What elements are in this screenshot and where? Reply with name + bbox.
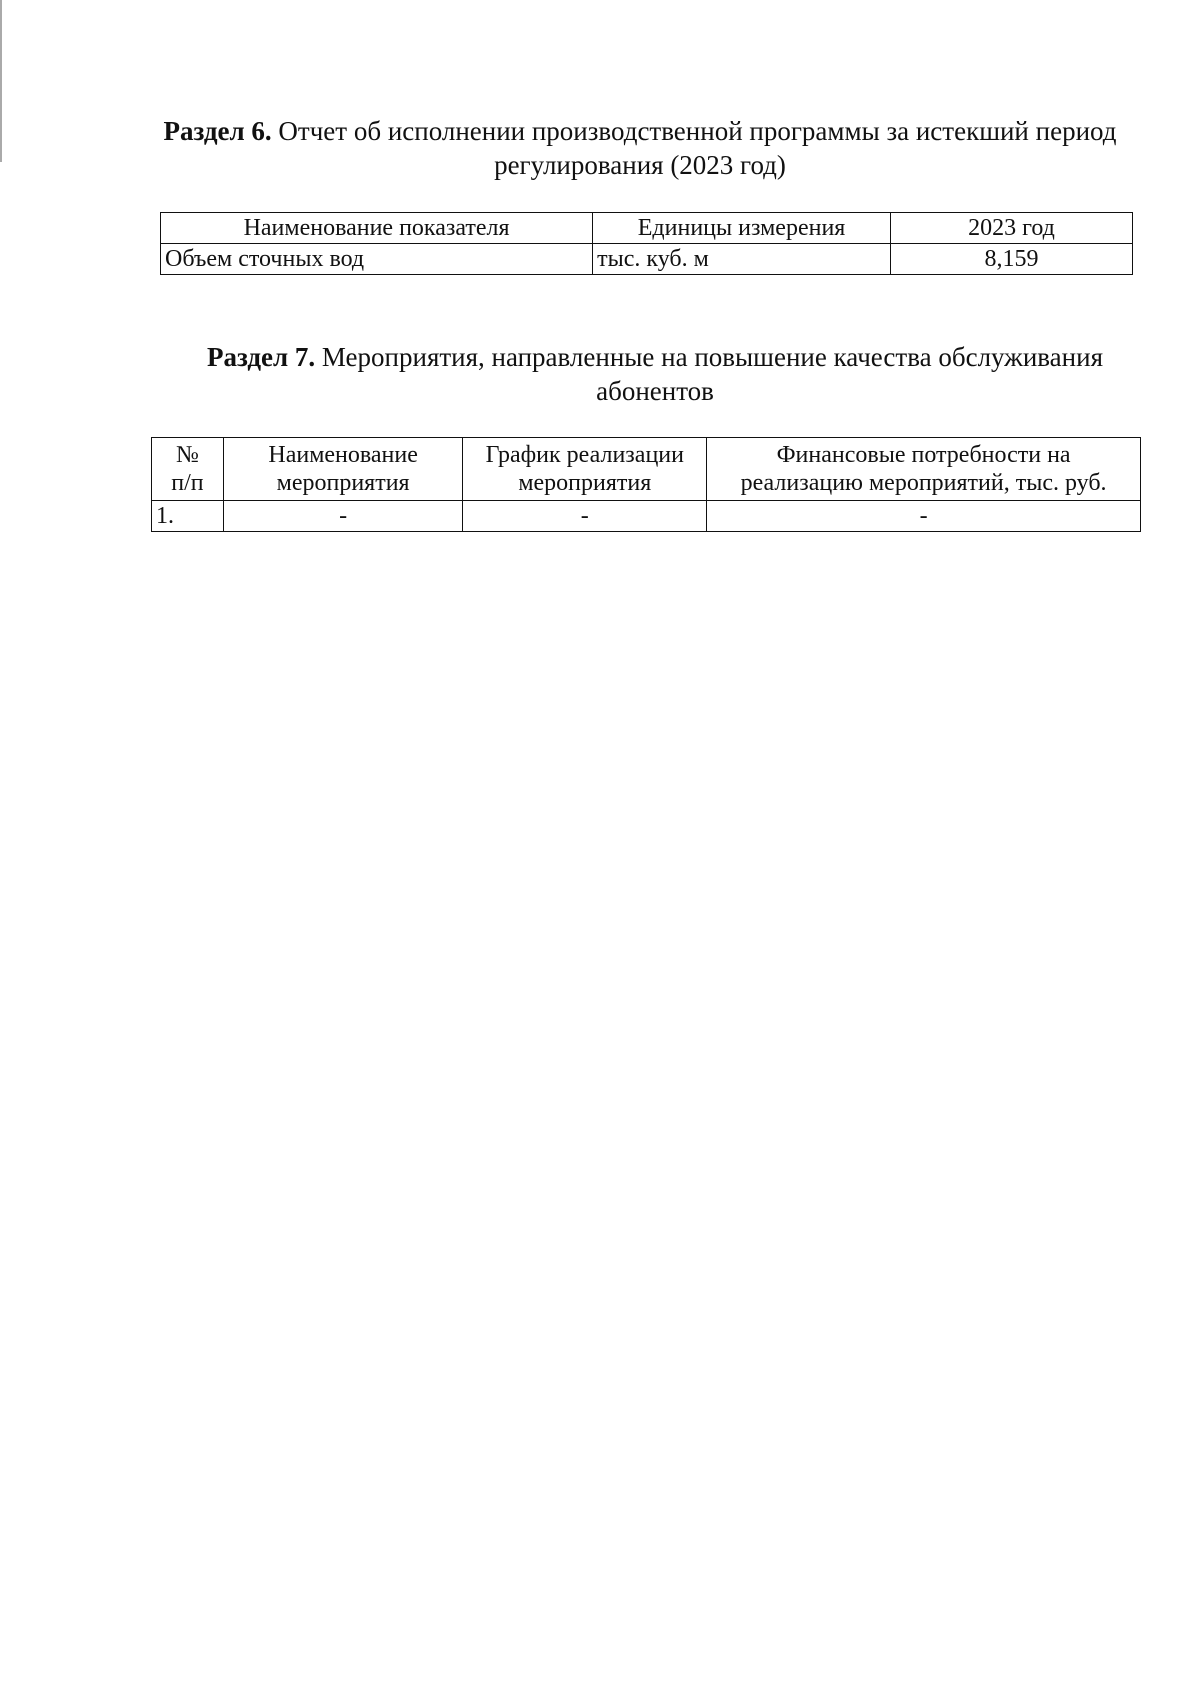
- header-measure-name-line2: мероприятия: [276, 470, 410, 496]
- header-schedule-line1: График реализации: [485, 442, 684, 468]
- table-row: [161, 244, 1133, 275]
- header-schedule-line2: мероприятия: [518, 470, 652, 496]
- cell-financial-needs: -: [707, 501, 1141, 532]
- table-header-row: [152, 438, 1141, 501]
- header-measure-name: [223, 438, 463, 501]
- section6-heading-label: Раздел 6.: [163, 116, 272, 146]
- section6-heading: [140, 114, 1140, 182]
- cell-schedule: -: [463, 501, 707, 532]
- header-measure-name-line1: Наименование: [268, 442, 418, 468]
- section7-heading-text: Мероприятия, направленные на повышение качества обслуживания абонентов: [315, 342, 1103, 406]
- header-units: Единицы измерения: [593, 213, 891, 244]
- section7-table: [151, 437, 1141, 532]
- header-financial-needs: [707, 438, 1141, 501]
- header-year: 2023 год: [891, 213, 1133, 244]
- section6-heading-text: Отчет об исполнении производственной программы за истекший период регулирования (2023 год): [271, 116, 1117, 180]
- header-financial-needs-line1: Финансовые потребности на: [776, 442, 1071, 468]
- table-row: [152, 501, 1141, 532]
- section7-heading-label: Раздел 7.: [207, 342, 316, 372]
- scan-edge-mark: [0, 0, 2, 270]
- cell-units: тыс. куб. м: [593, 244, 891, 275]
- section7-heading: [155, 340, 1155, 408]
- table-header-row: [161, 213, 1133, 244]
- header-schedule: [463, 438, 707, 501]
- header-number: [152, 438, 224, 501]
- cell-value: 8,159: [891, 244, 1133, 275]
- header-number-line2: п/п: [171, 470, 204, 496]
- section6-table: [160, 212, 1133, 275]
- header-indicator-name: Наименование показателя: [161, 213, 593, 244]
- cell-measure-name: -: [223, 501, 463, 532]
- header-financial-needs-line2: реализацию мероприятий, тыс. руб.: [740, 470, 1107, 496]
- cell-indicator-name: Объем сточных вод: [161, 244, 593, 275]
- header-number-line1: №: [175, 442, 199, 468]
- cell-number: 1.: [152, 501, 224, 532]
